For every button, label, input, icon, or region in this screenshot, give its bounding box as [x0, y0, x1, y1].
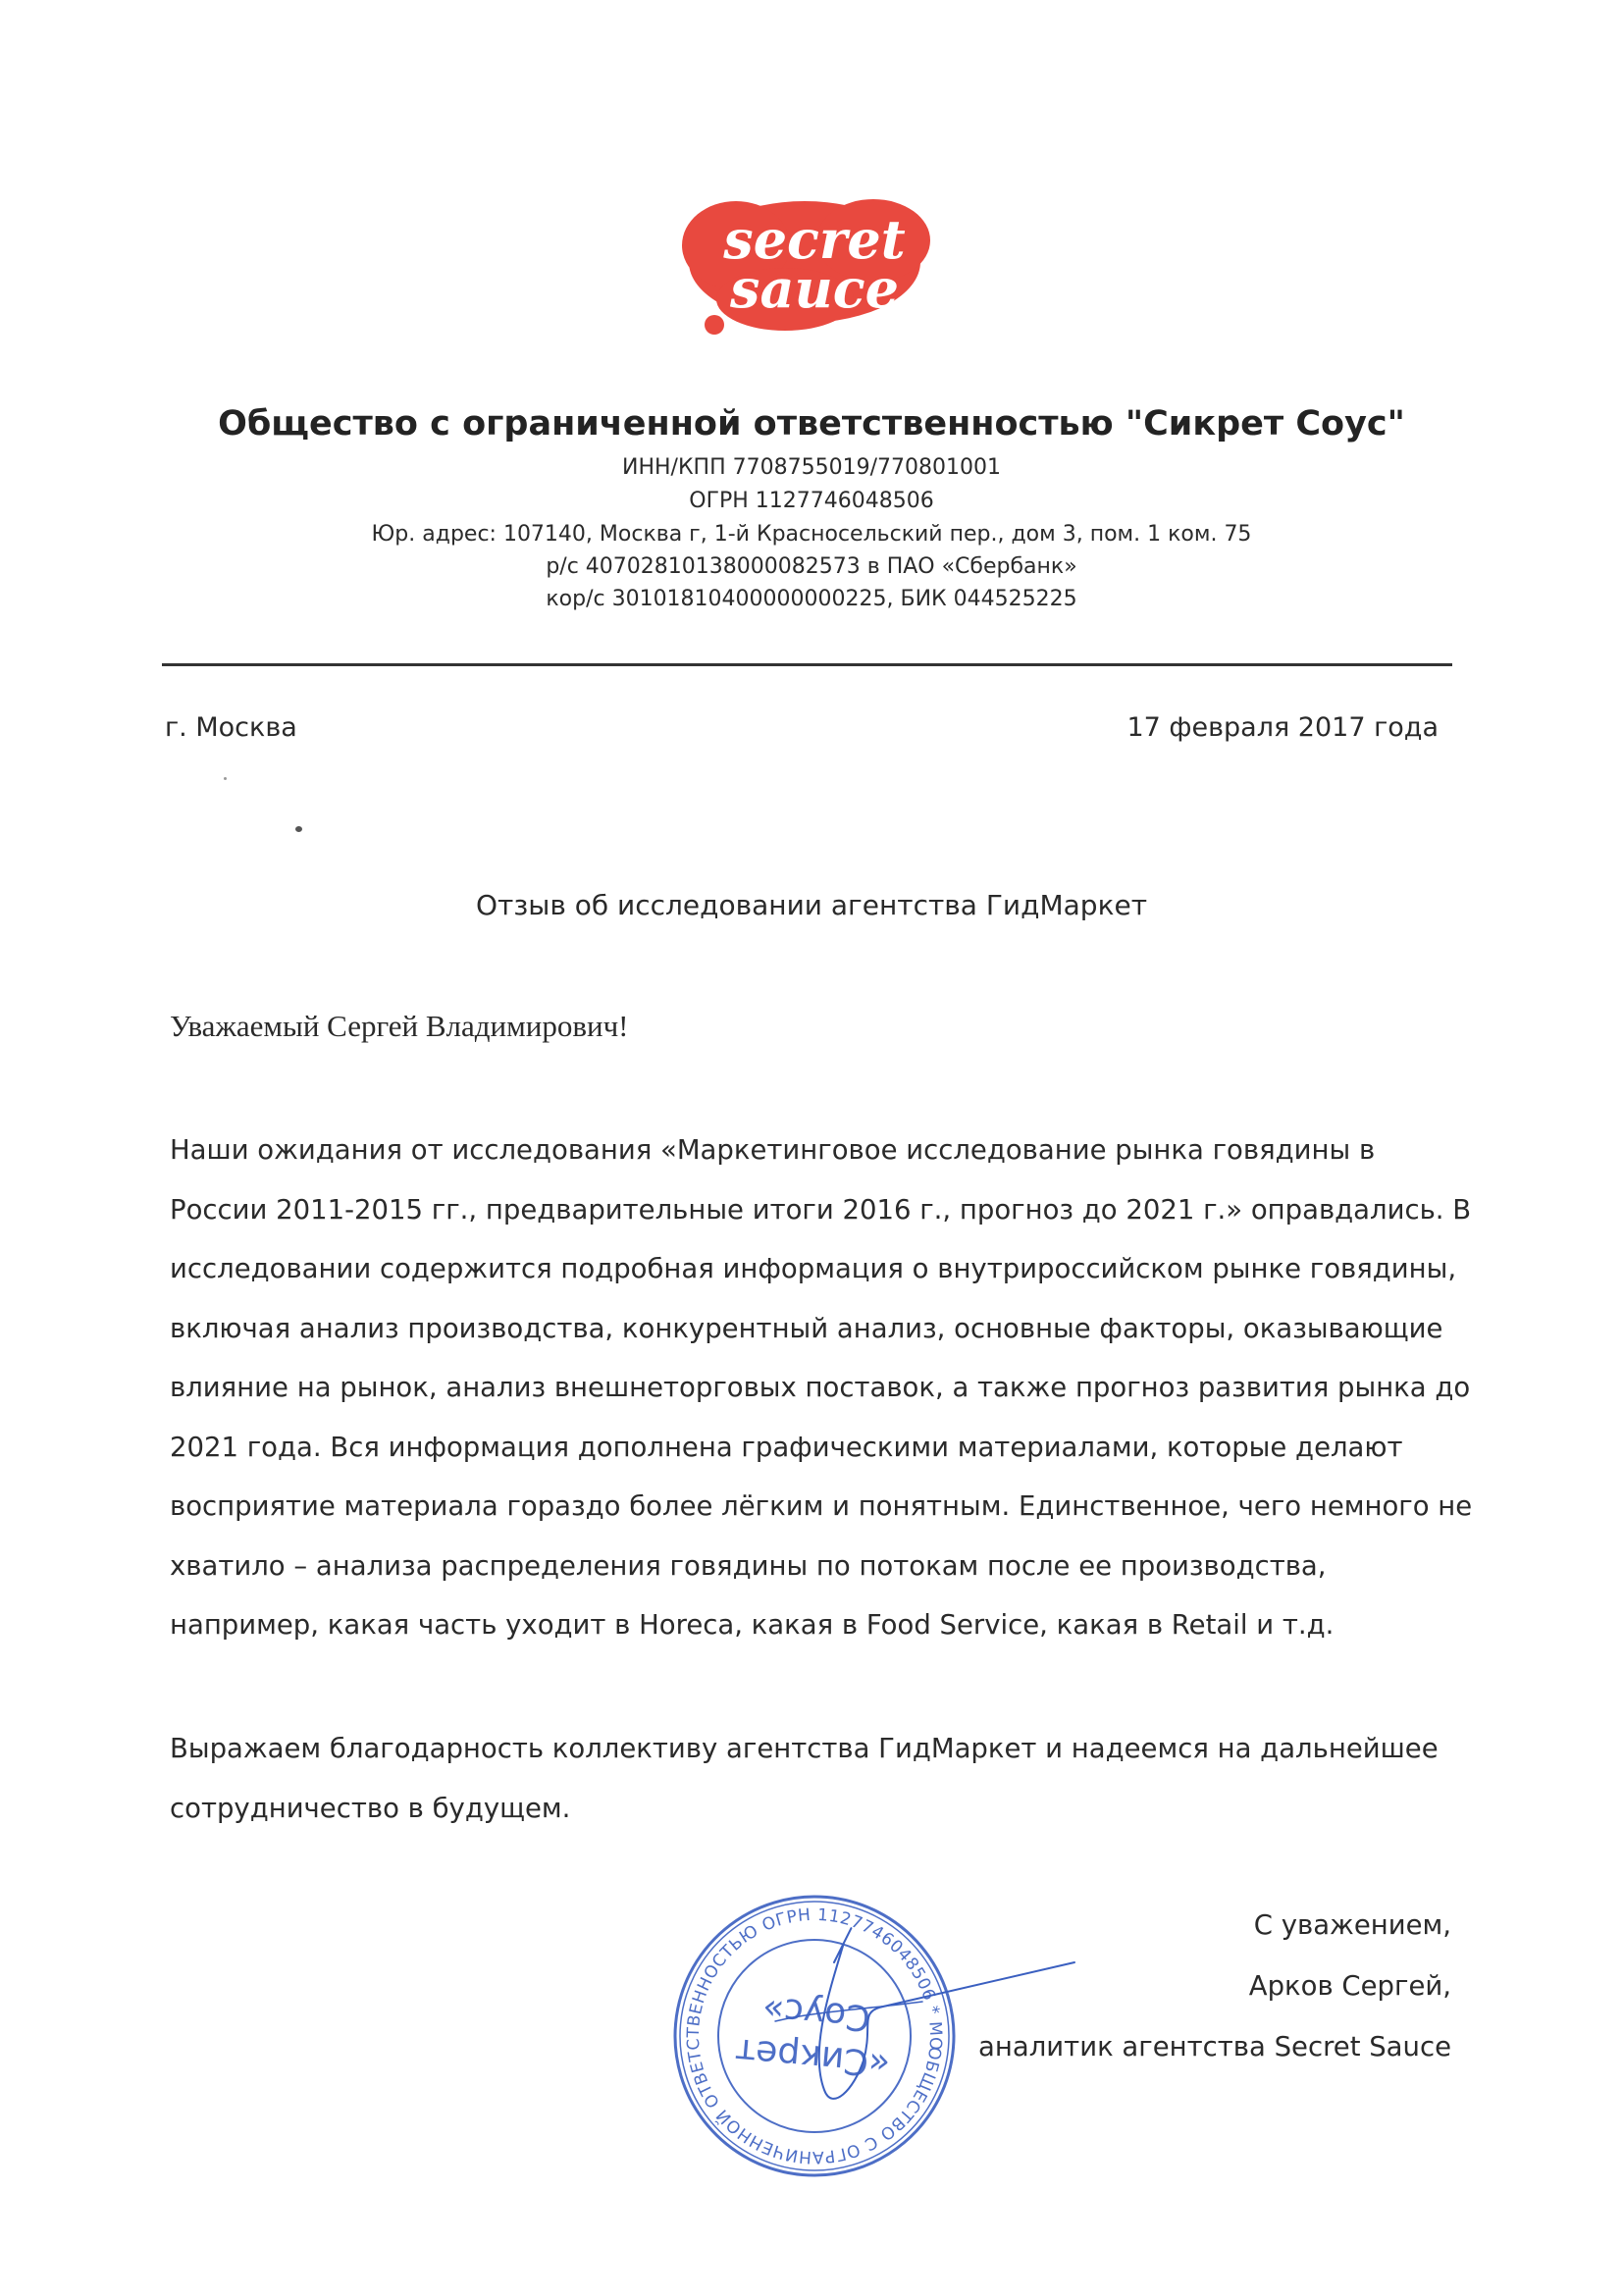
- logo-text-sauce: sauce: [730, 257, 899, 320]
- stamp-center-line-1: «Сикрет: [733, 2030, 892, 2084]
- paragraph-line: включая анализ производства, конкурентный анализ, основные факторы, оказывающие: [170, 1312, 1443, 1344]
- organization-name: Общество с ограниченной ответственностью "Сикрет Соус": [218, 404, 1405, 444]
- stamp-outer-text: ОБЩЕСТВО С ОГРАНИЧЕННОЙ ОТВЕТСТВЕННОСТЬЮ ОГРН 1127746048506 * МОСКВА: [683, 1905, 946, 2167]
- paper-speck: [224, 777, 227, 780]
- salutation: Уважаемый Сергей Владимирович!: [170, 1009, 629, 1043]
- ogrn: ОГРН 1127746048506: [689, 489, 934, 513]
- paragraph-line: 2021 года. Вся информация дополнена графическими материалами, которые делают: [170, 1431, 1403, 1463]
- signer-position: аналитик агентства Secret Sauce: [978, 2031, 1451, 2062]
- inn-kpp: ИНН/КПП 7708755019/770801001: [621, 455, 1001, 480]
- stamp-center-line-2: Соус»: [760, 1988, 872, 2038]
- body-paragraph-1: [170, 1121, 1473, 1655]
- secret-sauce-logo: [677, 191, 942, 339]
- letter-city: г. Москва: [165, 712, 297, 743]
- paragraph-line: например, какая часть уходит в Horeca, какая в Food Service, какая в Retail и т.д.: [170, 1609, 1335, 1641]
- signer-name: Арков Сергей,: [1248, 1970, 1451, 2002]
- closing-regards: С уважением,: [1253, 1909, 1451, 1941]
- correspondent-account: кор/с 30101810400000000225, БИК 044525225: [546, 587, 1077, 611]
- paragraph-line: восприятие материала гораздо более лёгким и понятным. Единственное, чего немного не: [170, 1490, 1473, 1522]
- paper-speck: [295, 826, 302, 832]
- paragraph-line: хватило – анализа распределения говядины по потокам после ее производства,: [170, 1549, 1327, 1582]
- paragraph-line: влияние на рынок, анализ внешнеторговых поставок, а также прогноз развития рынка до: [170, 1372, 1471, 1403]
- document-title: Отзыв об исследовании агентства ГидМаркет: [475, 889, 1148, 921]
- paragraph-line: Наши ожидания от исследования «Маркетинговое исследование рынка говядины в: [170, 1134, 1376, 1166]
- paragraph-line: России 2011-2015 гг., предварительные итоги 2016 г., прогноз до 2021 г.» оправдались. В: [170, 1193, 1472, 1226]
- paragraph-line: исследовании содержится подробная информация о внутрироссийском рынке говядины,: [170, 1253, 1457, 1284]
- header-divider: [162, 663, 1452, 666]
- letter-date: 17 февраля 2017 года: [1126, 712, 1439, 743]
- legal-address: Юр. адрес: 107140, Москва г, 1-й Красносельский пер., дом 3, пом. 1 ком. 75: [371, 522, 1252, 547]
- paragraph-line: сотрудничество в будущем.: [170, 1792, 571, 1824]
- settlement-account: р/с 40702810138000082573 в ПАО «Сбербанк»: [546, 554, 1077, 579]
- paragraph-line: Выражаем благодарность коллективу агентства ГидМаркет и надеемся на дальнейшее: [170, 1733, 1439, 1764]
- body-paragraph-2: [170, 1719, 1465, 1838]
- handwritten-signature: [716, 1904, 1079, 2129]
- logo-text-secret: secret: [723, 208, 906, 271]
